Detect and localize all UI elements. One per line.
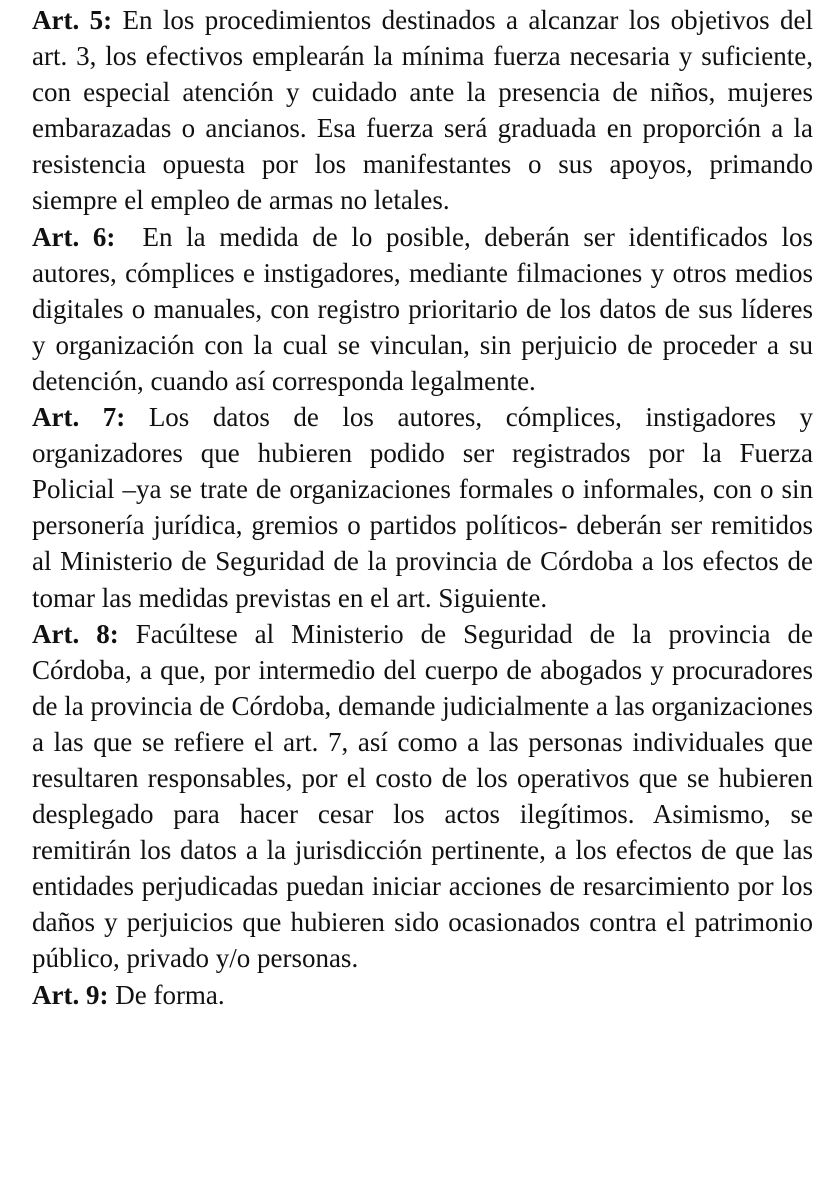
- article-label: Art. 6:: [32, 221, 116, 252]
- article-5: [32, 2, 813, 219]
- article-8: [32, 616, 813, 977]
- article-label: Art. 8:: [32, 618, 119, 649]
- article-6: [32, 219, 813, 399]
- article-label: Art. 9:: [32, 979, 109, 1010]
- article-text: En los procedimientos destinados a alcanzar los objetivos del art. 3, los efectivos emplearán la mínima fuerza necesaria y suficiente, con especial atención y cuidado ante la presencia de niños, mujeres embarazadas o ancianos. Esa fuerza será graduada en proporción a la resistencia opuesta por los manifestantes o sus apoyos, primando siempre el empleo de armas no letales.: [32, 5, 813, 216]
- article-text: Los datos de los autores, cómplices, instigadores y organizadores que hubieren podido ser registrados por la Fuerza Policial –ya se trate de organizaciones formales o informales, con o sin personería jurídica, gremios o partidos políticos- deberán ser remitidos al Ministerio de Seguridad de la provincia de Córdoba a los efectos de tomar las medidas previstas en el art. Siguiente.: [32, 402, 813, 613]
- article-text: Facúltese al Ministerio de Seguridad de la provincia de Córdoba, a que, por intermedio del cuerpo de abogados y procuradores de la provincia de Córdoba, demande judicialmente a las organizaciones a las que se refiere el art. 7, así como a las personas individuales que resultaren responsables, por el costo de los operativos que se hubieren desplegado para hacer cesar los actos ilegítimos. Asimismo, se remitirán los datos a la jurisdicción pertinente, a los efectos de que las entidades perjudicadas puedan iniciar acciones de resarcimiento por los daños y perjuicios que hubieren sido ocasionados contra el patrimonio público, privado y/o personas.: [32, 618, 813, 974]
- article-9: [32, 977, 813, 1013]
- article-text: En la medida de lo posible, deberán ser identificados los autores, cómplices e instigadores, mediante filmaciones y otros medios digitales o manuales, con registro prioritario de los datos de sus líderes y organización con la cual se vinculan, sin perjuicio de proceder a su detención, cuando así corresponda legalmente.: [32, 221, 814, 396]
- article-label: Art. 5:: [32, 5, 113, 35]
- article-text: De forma.: [115, 979, 225, 1010]
- article-7: [32, 399, 813, 616]
- article-label: Art. 7:: [32, 402, 126, 433]
